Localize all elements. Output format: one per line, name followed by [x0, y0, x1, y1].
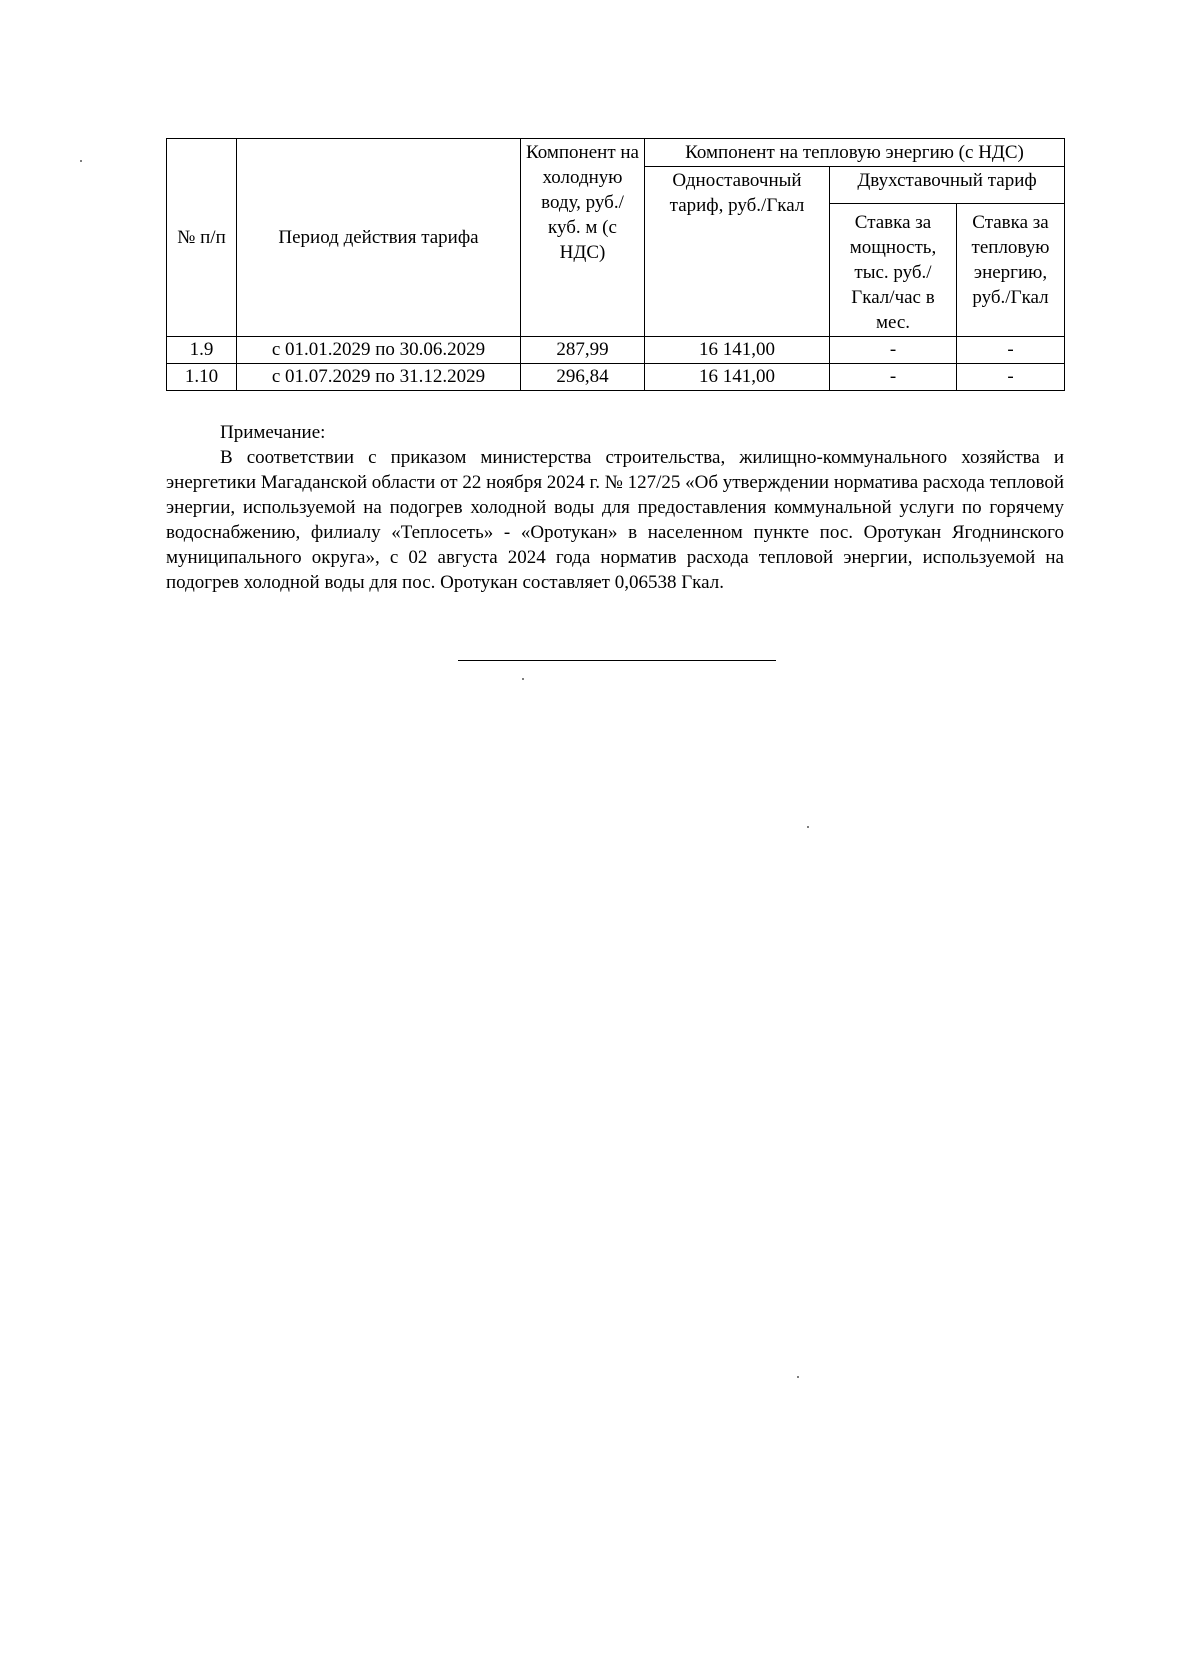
row-single-rate: 16 141,00	[645, 337, 830, 364]
scan-speck	[522, 678, 524, 680]
header-cold-water: Компонент на холодную воду, руб./куб. м (с НДС)	[521, 139, 645, 337]
row-cold-water: 287,99	[521, 337, 645, 364]
header-heat-component: Компонент на тепловую энергию (с НДС)	[645, 139, 1065, 167]
row-single-rate: 16 141,00	[645, 364, 830, 391]
note-title: Примечание:	[220, 422, 326, 443]
scan-speck	[807, 826, 809, 828]
header-num: № п/п	[167, 139, 237, 337]
table-row	[167, 337, 1065, 364]
scan-speck	[80, 160, 82, 162]
row-num: 1.10	[167, 364, 237, 391]
closing-rule	[458, 660, 776, 661]
row-capacity-rate: -	[830, 364, 957, 391]
header-energy-rate: Ставка за тепловую энергию, руб./Гкал	[957, 204, 1065, 337]
row-energy-rate: -	[957, 337, 1065, 364]
table-row	[167, 364, 1065, 391]
row-capacity-rate: -	[830, 337, 957, 364]
note-body: В соответствии с приказом министерства строительства, жилищно-коммунального хозяйства и энергетики Магаданской области от 22 ноября 2024 г. № 127/25 «Об утверждении норматива расхода тепловой энергии, используемой на подогрев холодной воды для предоставления коммунальной услуги по горячему водоснабжению, филиалу «Теплосеть» - «Оротукан» в населенном пункте пос. Оротукан Ягоднинского муниципального округа», с 02 августа 2024 года норматив расхода тепловой энергии, используемой на подогрев холодной воды для пос. Оротукан составляет 0,06538 Гкал.	[166, 447, 1065, 593]
row-period: с 01.07.2029 по 31.12.2029	[237, 364, 521, 391]
row-period: с 01.01.2029 по 30.06.2029	[237, 337, 521, 364]
row-cold-water: 296,84	[521, 364, 645, 391]
header-two-rate: Двухставочный тариф	[830, 167, 1065, 204]
header-capacity-rate: Ставка за мощность, тыс. руб./Гкал/час в мес.	[830, 204, 957, 337]
table-header-row-1	[167, 139, 1065, 167]
note-section	[166, 420, 1064, 595]
row-num: 1.9	[167, 337, 237, 364]
row-energy-rate: -	[957, 364, 1065, 391]
header-period: Период действия тарифа	[237, 139, 521, 337]
header-single-rate: Одноставочный тариф, руб./Гкал	[645, 167, 830, 337]
tariff-table	[166, 138, 1065, 391]
scan-speck	[797, 1376, 799, 1378]
